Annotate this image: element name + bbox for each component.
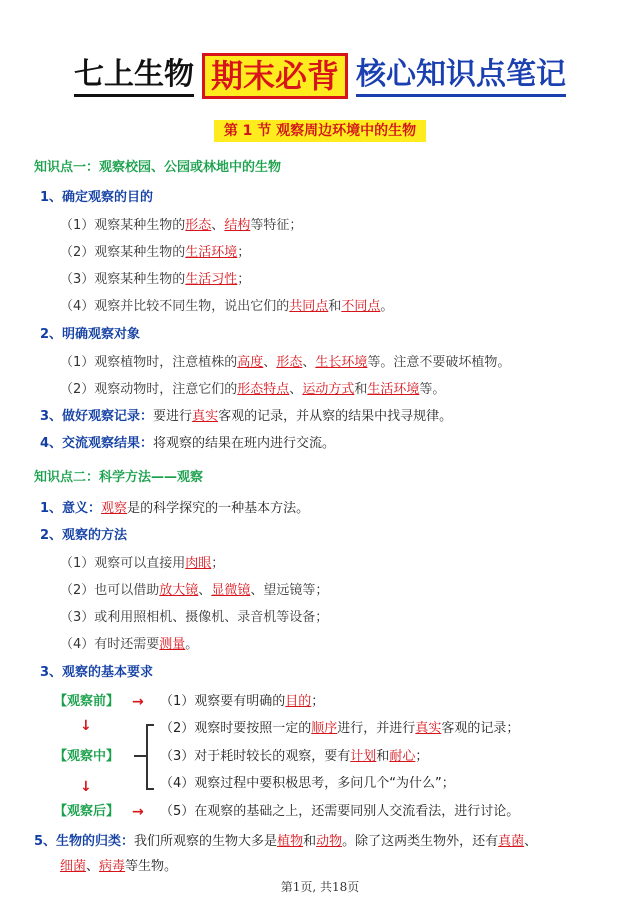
- step-before: 【观察前】: [54, 694, 120, 709]
- section-title: 第 1 节 观察周边环境中的生物: [0, 120, 640, 140]
- req-1: （1）观察要有明确的目的；: [160, 694, 325, 709]
- s1-heading: 1、确定观察的目的: [40, 190, 154, 205]
- bracket-brace: [146, 724, 154, 790]
- m5-line: 5、生物的归类：我们所观察的生物大多是植物和动物。除了这两类生物外，还有真菌、: [34, 834, 538, 849]
- step-during: 【观察中】: [54, 749, 120, 764]
- s2-item-2: （2）观察动物时，注意它们的形态特点、运动方式和生活环境等。: [60, 382, 446, 397]
- m1-line: 1、意义：观察是的科学探究的一种基本方法。: [40, 501, 310, 516]
- req-4: （4）观察过程中要积极思考，多问几个“为什么”；: [160, 776, 455, 791]
- s1-item-1: （1）观察某种生物的形态、结构等特征；: [60, 218, 303, 233]
- title-part2: 期末必背: [202, 53, 348, 99]
- req-3: （3）对于耗时较长的观察，要有计划和耐心；: [160, 749, 429, 764]
- title-part1: 七上生物: [74, 56, 194, 97]
- page-footer: 第1页, 共18页: [280, 880, 360, 894]
- step-after: 【观察后】: [54, 804, 120, 819]
- s1-item-3: （3）观察某种生物的生活习性；: [60, 272, 251, 287]
- right-arrow-icon: →: [132, 804, 144, 820]
- s3-line: 3、做好观察记录：要进行真实客观的记录，并从察的结果中找寻规律。: [40, 409, 453, 424]
- bracket-tick: [134, 755, 146, 757]
- req-2: （2）观察时要按照一定的顺序进行，并进行真实客观的记录；: [160, 721, 520, 736]
- right-arrow-icon: →: [132, 694, 144, 710]
- s2-item-1: （1）观察植物时，注意植株的高度、形态、生长环境等。注意不要破坏植物。: [60, 355, 511, 370]
- m2-item-1: （1）观察可以直接用肉眼；: [60, 556, 225, 571]
- m2-item-3: （3）或利用照相机、摄像机、录音机等设备；: [60, 610, 329, 625]
- m2-item-2: （2）也可以借助放大镜、显微镜、望远镜等；: [60, 583, 329, 598]
- down-arrow-icon: ↓: [80, 718, 92, 734]
- req-5: （5）在观察的基础之上，还需要同别人交流看法，进行讨论。: [160, 804, 520, 819]
- m3-heading: 3、观察的基本要求: [40, 665, 154, 680]
- s2-heading: 2、明确观察对象: [40, 327, 141, 342]
- s1-item-2: （2）观察某种生物的生活环境；: [60, 245, 251, 260]
- m2-item-4: （4）有时还需要测量。: [60, 637, 199, 652]
- m5-line-2: 细菌、病毒等生物。: [60, 859, 178, 874]
- knowledge-point-2: 知识点二：科学方法——观察: [34, 470, 204, 485]
- knowledge-point-1: 知识点一：观察校园、公园或林地中的生物: [34, 160, 282, 175]
- down-arrow-icon: ↓: [80, 779, 92, 795]
- m2-heading: 2、观察的方法: [40, 528, 128, 543]
- title-banner: [0, 52, 640, 100]
- s4-line: 4、交流观察结果：将观察的结果在班内进行交流。: [40, 436, 336, 451]
- s1-item-4: （4）观察并比较不同生物，说出它们的共同点和不同点。: [60, 299, 394, 314]
- title-part3: 核心知识点笔记: [356, 56, 566, 97]
